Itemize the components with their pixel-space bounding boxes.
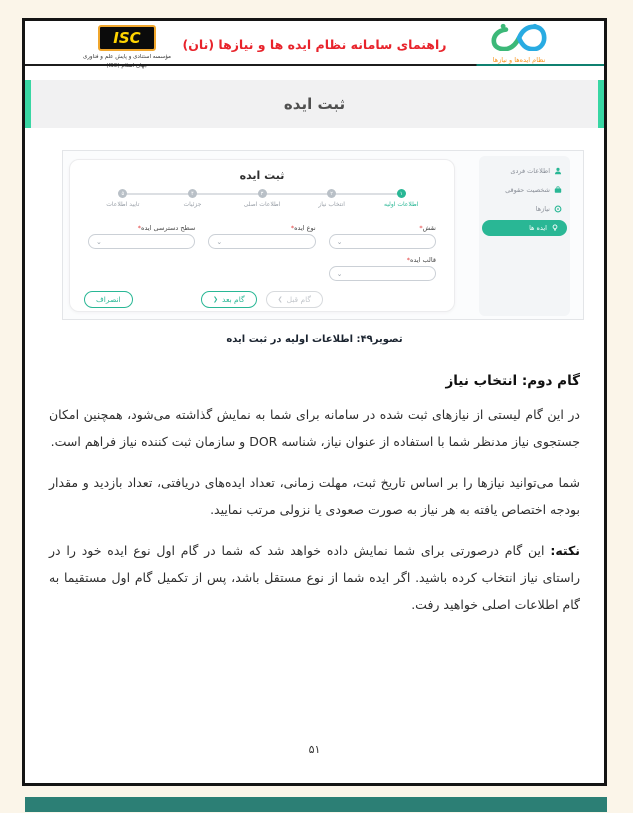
sidebar-item-ideas-active[interactable] (482, 220, 567, 236)
next-step-button[interactable] (201, 291, 257, 308)
sidebar-item-label: شخصیت حقوقی (505, 185, 550, 194)
note-label: نکته: (550, 543, 580, 558)
step-dot: ۴ (188, 189, 197, 198)
paragraph: شما می‌توانید نیازها را بر اساس تاریخ ثبت، مهلت زمانی، تعداد ایده‌های دریافتی، تعداد بازدید و مقدار بودجه اختصاص یافته به هر نیاز به صورت صعودی یا نزولی مرتب نمایید. (49, 475, 580, 517)
banner-accent-bar (25, 80, 31, 128)
idea-type-select[interactable] (208, 234, 315, 249)
idea-registration-card (69, 159, 455, 312)
section-heading: گام دوم: انتخاب نیاز (445, 373, 580, 389)
step-dot: ۳ (258, 189, 267, 198)
chevron-down-icon: ⌄ (96, 237, 102, 246)
field-role (329, 224, 436, 249)
step-confirm-info[interactable] (88, 189, 158, 208)
step-dot: ۲ (327, 189, 336, 198)
required-asterisk: * (419, 224, 423, 232)
sidebar-item-label: ایده ها (529, 224, 547, 232)
idea-format-select[interactable] (329, 266, 436, 281)
form-fields (88, 224, 436, 281)
sidebar-item-label: نیازها (535, 204, 550, 213)
nan-logo-subtitle: نظام ایده‌ها و نیازها (492, 56, 546, 64)
idea-bulb-icon (551, 224, 559, 232)
step-label: اطلاعات اصلی (243, 201, 281, 208)
section-banner (25, 80, 604, 128)
role-select[interactable] (329, 234, 436, 249)
footer-bar (25, 797, 607, 812)
paragraph-note (49, 537, 580, 618)
field-label: نوع ایده* (290, 224, 316, 232)
field-idea-access-level (88, 224, 195, 249)
cancel-label: انصراف (96, 295, 121, 304)
field-idea-format (329, 256, 436, 281)
step-main-info[interactable] (227, 189, 297, 208)
paragraph: در این گام لیستی از نیازهای ثبت شده در سامانه برای شما به نمایش گذاشته می‌شود، همچنین امکان جستجوی نیاز مدنظر شما با استفاده از عنوان نیاز، شناسه DOR و سازمان ثبت کننده نیاز فراهم است. (49, 407, 580, 449)
banner-accent-bar (598, 80, 604, 128)
sidebar-item-legal-entity[interactable] (479, 182, 570, 197)
page-number: ۵۱ (308, 743, 321, 756)
step-initial-info[interactable] (366, 189, 436, 208)
field-label: سطح دسترسی ایده* (137, 224, 196, 232)
step-need-selection[interactable] (297, 189, 367, 208)
field-idea-type (208, 224, 315, 249)
sidebar-item-label: اطلاعات فردی (510, 166, 550, 175)
step-dot: ۵ (118, 189, 127, 198)
cancel-button[interactable] (84, 291, 133, 308)
person-icon (554, 167, 562, 175)
note-text: این گام درصورتی برای شما نمایش داده خواهد شد که شما در گام اول نوع ایده خود را در راستای نیاز انتخاب کرده باشید. اگر ایده شما از نوع مستقل باشد، پس از تکمیل گام اول مستقیما به گام اطلاعات اصلی خواهید رفت. (49, 543, 580, 612)
required-asterisk: * (137, 224, 142, 232)
previous-step-label: گام قبل (286, 295, 312, 304)
form-buttons (70, 291, 454, 308)
required-asterisk: * (406, 256, 411, 264)
chevron-right-icon: ❯ (277, 296, 283, 303)
chevron-left-icon: ❮ (213, 296, 219, 303)
document-page (22, 18, 607, 786)
needs-icon (554, 205, 562, 213)
sidebar-item-personal-info[interactable] (479, 163, 570, 178)
document-title: راهنمای سامانه نظام ایده ها و نیازها (نان) (182, 37, 447, 52)
sidebar-item-needs[interactable] (479, 201, 570, 216)
next-step-label: گام بعد (222, 295, 245, 304)
chevron-down-icon: ⌄ (336, 269, 343, 278)
step-label: جزئیات (183, 201, 202, 208)
form-title: ثبت ایده (239, 169, 285, 182)
isc-logo-icon: ISC (98, 25, 156, 51)
field-label: قالب ایده* (406, 256, 436, 264)
embedded-screenshot (62, 150, 584, 320)
wizard-sidebar (479, 156, 570, 316)
organization-icon (554, 186, 562, 194)
figure-caption: تصویر۴۹: اطلاعات اولیه در ثبت ایده (226, 334, 403, 345)
required-asterisk: * (290, 224, 295, 232)
step-details[interactable] (158, 189, 228, 208)
nan-logo (464, 23, 574, 64)
banner-title: ثبت ایده (283, 95, 346, 113)
field-label: نقش* (419, 224, 436, 232)
chevron-down-icon: ⌄ (336, 237, 343, 246)
step-label: انتخاب نیاز (318, 201, 345, 208)
body-text-section (49, 373, 580, 632)
isc-logo-subtitle-1: مؤسسه استنادی و پایش علم و فناوری (82, 54, 172, 60)
idea-access-level-select[interactable] (88, 234, 195, 249)
step-label: تایید اطلاعات (106, 201, 140, 208)
nan-logo-icon (490, 23, 548, 51)
header-divider (25, 64, 604, 66)
wizard-stepper (88, 189, 436, 219)
step-dot: ۱ (397, 189, 406, 198)
chevron-down-icon: ⌄ (216, 237, 223, 246)
step-label: اطلاعات اولیه (384, 201, 419, 208)
previous-step-button[interactable] (266, 291, 323, 308)
